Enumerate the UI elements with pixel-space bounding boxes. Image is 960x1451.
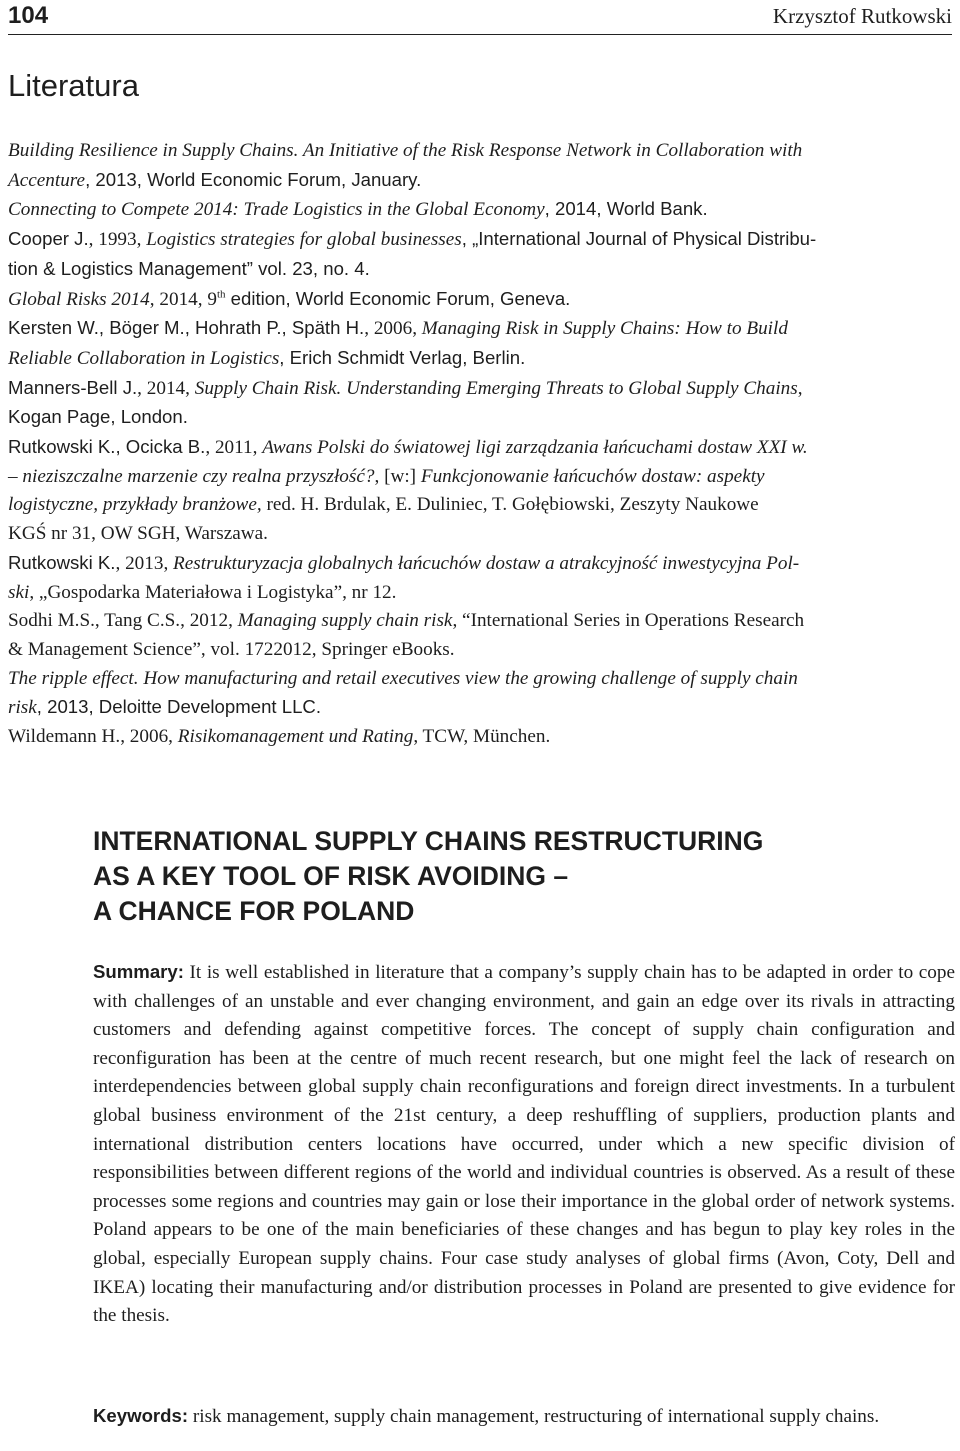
reference-segment: Cooper J. bbox=[8, 228, 89, 250]
reference-line bbox=[8, 255, 958, 285]
reference-entry bbox=[8, 314, 958, 373]
reference-segment: red. H. Brdulak, E. Duliniec, T. Gołębiowski, Zeszyty Naukowe bbox=[261, 494, 759, 516]
reference-line bbox=[8, 607, 958, 636]
reference-entry bbox=[8, 137, 958, 195]
reference-segment: ski bbox=[8, 581, 30, 603]
reference-line bbox=[8, 723, 958, 752]
reference-segment: risk bbox=[8, 697, 37, 719]
running-head-author: Krzysztof Rutkowski bbox=[772, 4, 952, 28]
reference-segment: , 2012, bbox=[180, 610, 238, 632]
article-title-line: AS A KEY TOOL OF RISK AVOIDING – bbox=[93, 861, 569, 891]
reference-segment: Rutkowski K., Ocicka B. bbox=[8, 436, 206, 458]
reference-segment: , Erich Schmidt Verlag, Berlin. bbox=[279, 346, 526, 368]
reference-segment: – nieziszczalne marzenie czy realna przyszłość? bbox=[8, 465, 375, 487]
page-header bbox=[8, 0, 952, 35]
reference-entry bbox=[8, 607, 958, 664]
keywords-label: Keywords: bbox=[93, 1405, 189, 1426]
reference-segment: tion & Logistics Management” vol. 23, no. 4. bbox=[8, 257, 370, 279]
reference-segment: Funkcjonowanie łańcuchów dostaw: aspekty bbox=[420, 465, 765, 487]
reference-segment: , 2011, bbox=[205, 437, 263, 459]
reference-line bbox=[8, 225, 958, 255]
reference-segment: th bbox=[216, 288, 226, 301]
keywords-text: risk management, supply chain management, restructuring of international supply chains. bbox=[192, 1406, 880, 1427]
reference-segment: Global Risks 2014 bbox=[8, 288, 150, 310]
reference-segment: , 1993, bbox=[88, 229, 147, 251]
page-number: 104 bbox=[8, 2, 49, 29]
reference-segment: , „Gospodarka Materiałowa i Logistyka”, nr 12. bbox=[29, 581, 397, 603]
article-title bbox=[93, 824, 763, 929]
reference-list bbox=[8, 137, 958, 752]
reference-line bbox=[8, 195, 958, 225]
article-title-line: A CHANCE FOR POLAND bbox=[93, 896, 415, 926]
summary-label: Summary: bbox=[93, 961, 184, 982]
reference-line bbox=[8, 665, 958, 694]
reference-segment: , bbox=[797, 377, 803, 399]
reference-line bbox=[8, 433, 958, 463]
reference-segment: , 2006, bbox=[120, 726, 178, 748]
reference-segment: , TCW, München. bbox=[413, 726, 551, 748]
reference-entry bbox=[8, 433, 958, 549]
reference-segment: Rutkowski K. bbox=[8, 551, 116, 573]
reference-entry bbox=[8, 723, 958, 752]
reference-segment: Risikomanagement und Rating bbox=[177, 726, 414, 748]
reference-segment: , 2013, bbox=[115, 552, 174, 574]
reference-segment: Manners-Bell J. bbox=[8, 376, 138, 398]
reference-entry bbox=[8, 195, 958, 225]
reference-segment: Wildemann H. bbox=[8, 726, 121, 748]
reference-segment: , 2006, bbox=[364, 318, 422, 340]
summary-paragraph bbox=[93, 958, 955, 1331]
reference-segment: , 2014, World Bank. bbox=[544, 198, 708, 220]
reference-segment: Supply Chain Risk. Understanding Emerging Threats to Global Supply Chains bbox=[194, 377, 798, 399]
literature-heading: Literatura bbox=[8, 68, 139, 103]
reference-segment: Managing Risk in Supply Chains: How to Build bbox=[421, 318, 788, 340]
reference-entry bbox=[8, 285, 958, 315]
reference-line bbox=[8, 374, 958, 404]
reference-entry bbox=[8, 225, 958, 284]
reference-segment: , 2013, Deloitte Development LLC. bbox=[36, 696, 322, 718]
reference-segment: Restrukturyzacja globalnych łańcuchów dostaw a atrakcyjność inwestycyjna Pol- bbox=[173, 552, 800, 574]
reference-entry bbox=[8, 665, 958, 723]
reference-segment: edition, World Economic Forum, Geneva. bbox=[225, 287, 571, 309]
keywords-paragraph bbox=[93, 1402, 955, 1432]
reference-segment: & Management Science”, vol. 1722012, Springer eBooks. bbox=[8, 638, 455, 660]
reference-segment: , 2014, bbox=[137, 377, 195, 399]
reference-line bbox=[8, 314, 958, 344]
reference-segment: Kersten W., Böger M., Hohrath P., Späth H. bbox=[8, 317, 365, 339]
reference-entry bbox=[8, 374, 958, 433]
reference-segment: The ripple effect. How manufacturing and retail executives view the growing challenge of supply chain bbox=[8, 667, 798, 689]
reference-line bbox=[8, 463, 958, 492]
reference-segment: Logistics strategies for global businesses bbox=[146, 229, 462, 251]
reference-segment: Building Resilience in Supply Chains. An Initiative of the Risk Response Network in Collaboration with bbox=[8, 140, 803, 161]
article-title-line: INTERNATIONAL SUPPLY CHAINS RESTRUCTURING bbox=[93, 826, 764, 856]
reference-segment: Connecting to Compete 2014: Trade Logistics in the Global Economy bbox=[8, 199, 545, 221]
reference-segment: Accenture bbox=[8, 169, 86, 191]
reference-segment: Awans Polski do światowej ligi zarządzania łańcuchami dostaw XXI w. bbox=[262, 437, 808, 459]
reference-line bbox=[8, 491, 958, 520]
reference-line bbox=[8, 403, 958, 433]
reference-line bbox=[8, 693, 958, 723]
reference-segment: , 2013, World Economic Forum, January. bbox=[85, 168, 422, 190]
reference-segment: Kogan Page, London. bbox=[8, 406, 188, 428]
reference-segment: Managing supply chain risk bbox=[237, 610, 453, 632]
reference-segment: logistyczne, przykłady branżowe, bbox=[8, 494, 262, 516]
reference-line bbox=[8, 166, 958, 196]
reference-line bbox=[8, 636, 958, 665]
reference-line bbox=[8, 520, 958, 549]
reference-line bbox=[8, 344, 958, 374]
reference-segment: , „International Journal of Physical Distribu- bbox=[461, 228, 817, 250]
reference-segment: Reliable Collaboration in Logistics bbox=[8, 347, 280, 369]
reference-line bbox=[8, 285, 958, 315]
reference-segment: KGŚ nr 31, OW SGH, Warszawa. bbox=[8, 523, 268, 545]
summary-text: It is well established in literature that a company’s supply chain has to be adapted in order to cope with challenges of an unstable and ever changing environment, and gain an edge over its rivals in attracting customers and defending against competitive forces. The concept of supply chain configuration and reconfiguration has been at the centre of much recent research, but one might feel the lack of research on interdependencies between global supply chain reconfigurations and foreign direct investments. In a turbulent global business environment of the 21st century, a deep reshuffling of suppliers, production plants and international distribution centers locations have occurred, under which a new specific division of responsibilities between different regions of the world and individual countries is observed. As a result of these processes some regions and countries may gain or lose their importance in the global order of network systems. Poland appears to be one of the main beneficiaries of these changes and has begun to play key roles in the global, especially European supply chains. Four case study analyses of global firms (Avon, Coty, Dell and IKEA) locating their manufacturing and/or distribution processes in Poland are presented to give evidence for the thesis. bbox=[93, 962, 956, 1327]
reference-segment: , “International Series in Operations Research bbox=[452, 610, 805, 632]
reference-line bbox=[8, 549, 958, 579]
reference-entry bbox=[8, 549, 958, 607]
reference-segment: , 2014, 9 bbox=[149, 288, 217, 310]
reference-line bbox=[8, 137, 958, 166]
reference-segment: , [w:] bbox=[374, 465, 421, 487]
reference-line bbox=[8, 579, 958, 608]
reference-segment: Sodhi M.S., Tang C.S. bbox=[8, 610, 181, 632]
